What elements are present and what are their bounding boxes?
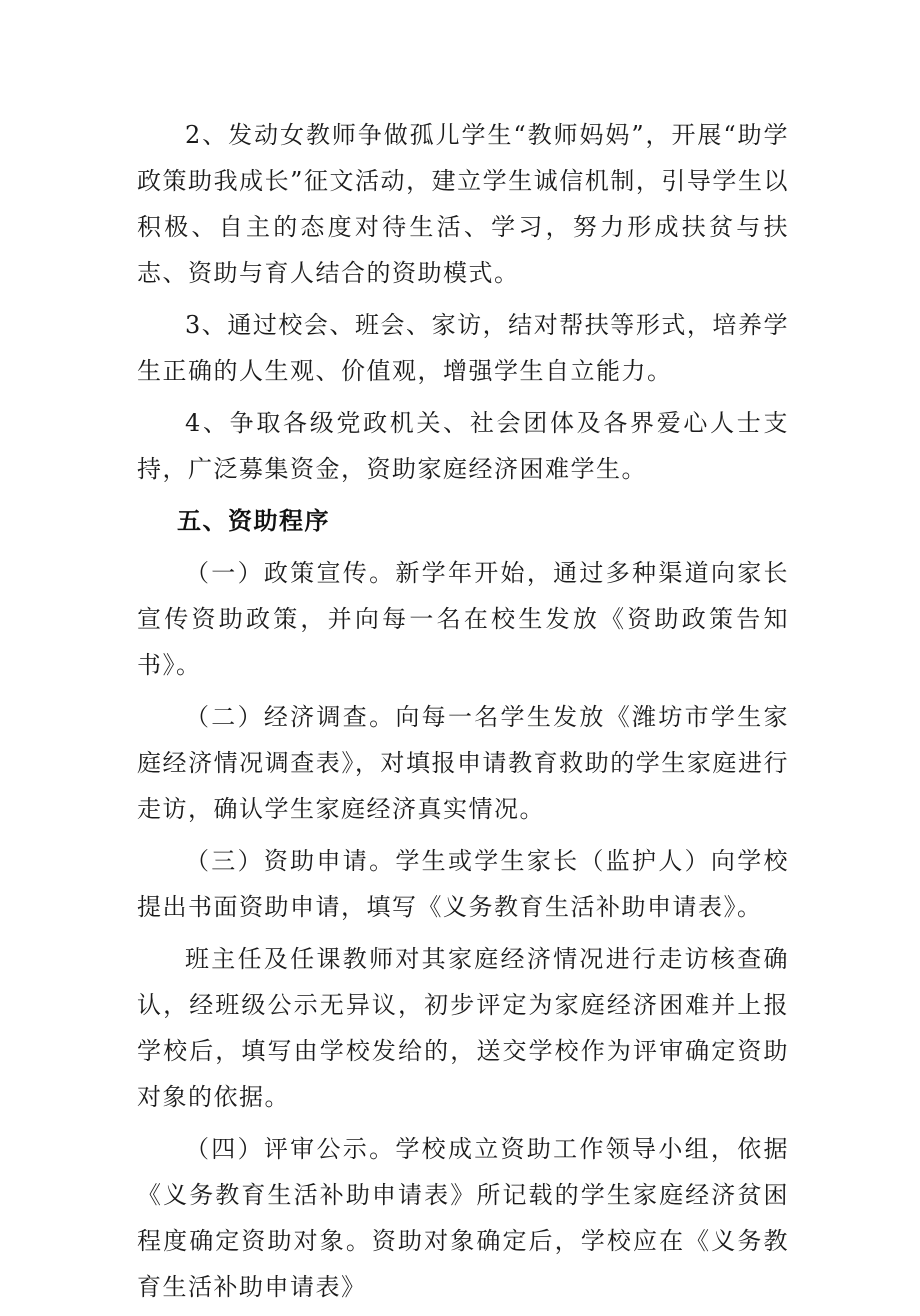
document-body: [137, 112, 789, 1316]
paragraph-teacher-verification: 班主任及任课教师对其家庭经济情况进行走访核查确认，经班级公示无异议，初步评定为家庭经济困难并上报学校后，填写由学校发给的，送交学校作为评审确定资助对象的依据。: [137, 945, 789, 1111]
paragraph-item-4: 4、争取各级党政机关、社会团体及各界爱心人士支持，广泛募集资金，资助家庭经济困难学生。: [137, 409, 789, 483]
paragraph-item-3: 3、通过校会、班会、家访，结对帮扶等形式，培养学生正确的人生观、价值观，增强学生自立能力。: [137, 311, 789, 385]
paragraph-review-publicity: （四）评审公示。学校成立资助工作领导小组，依据《义务教育生活补助申请表》所记载的学生家庭经济贫困程度确定资助对象。资助对象确定后，学校应在《义务教育生活补助申请表》: [137, 1135, 789, 1301]
paragraph-item-2: 2、发动女教师争做孤儿学生“教师妈妈”，开展“助学政策助我成长”征文活动，建立学生诚信机制，引导学生以积极、自主的态度对待生活、学习，努力形成扶贫与扶志、资助与育人结合的资助模式。: [137, 121, 789, 287]
paragraph-policy-publicity: （一）政策宣传。新学年开始，通过多种渠道向家长宣传资助政策，并向每一名在校生发放《资助政策告知书》。: [137, 559, 789, 679]
section-heading-procedure: 五、资助程序: [177, 507, 330, 535]
paragraph-aid-application: （三）资助申请。学生或学生家长（监护人）向学校提出书面资助申请，填写《义务教育生活补助申请表》。: [137, 847, 789, 921]
paragraph-economic-survey: （二）经济调查。向每一名学生发放《潍坊市学生家庭经济情况调查表》，对填报申请教育救助的学生家庭进行走访，确认学生家庭经济真实情况。: [137, 703, 789, 823]
